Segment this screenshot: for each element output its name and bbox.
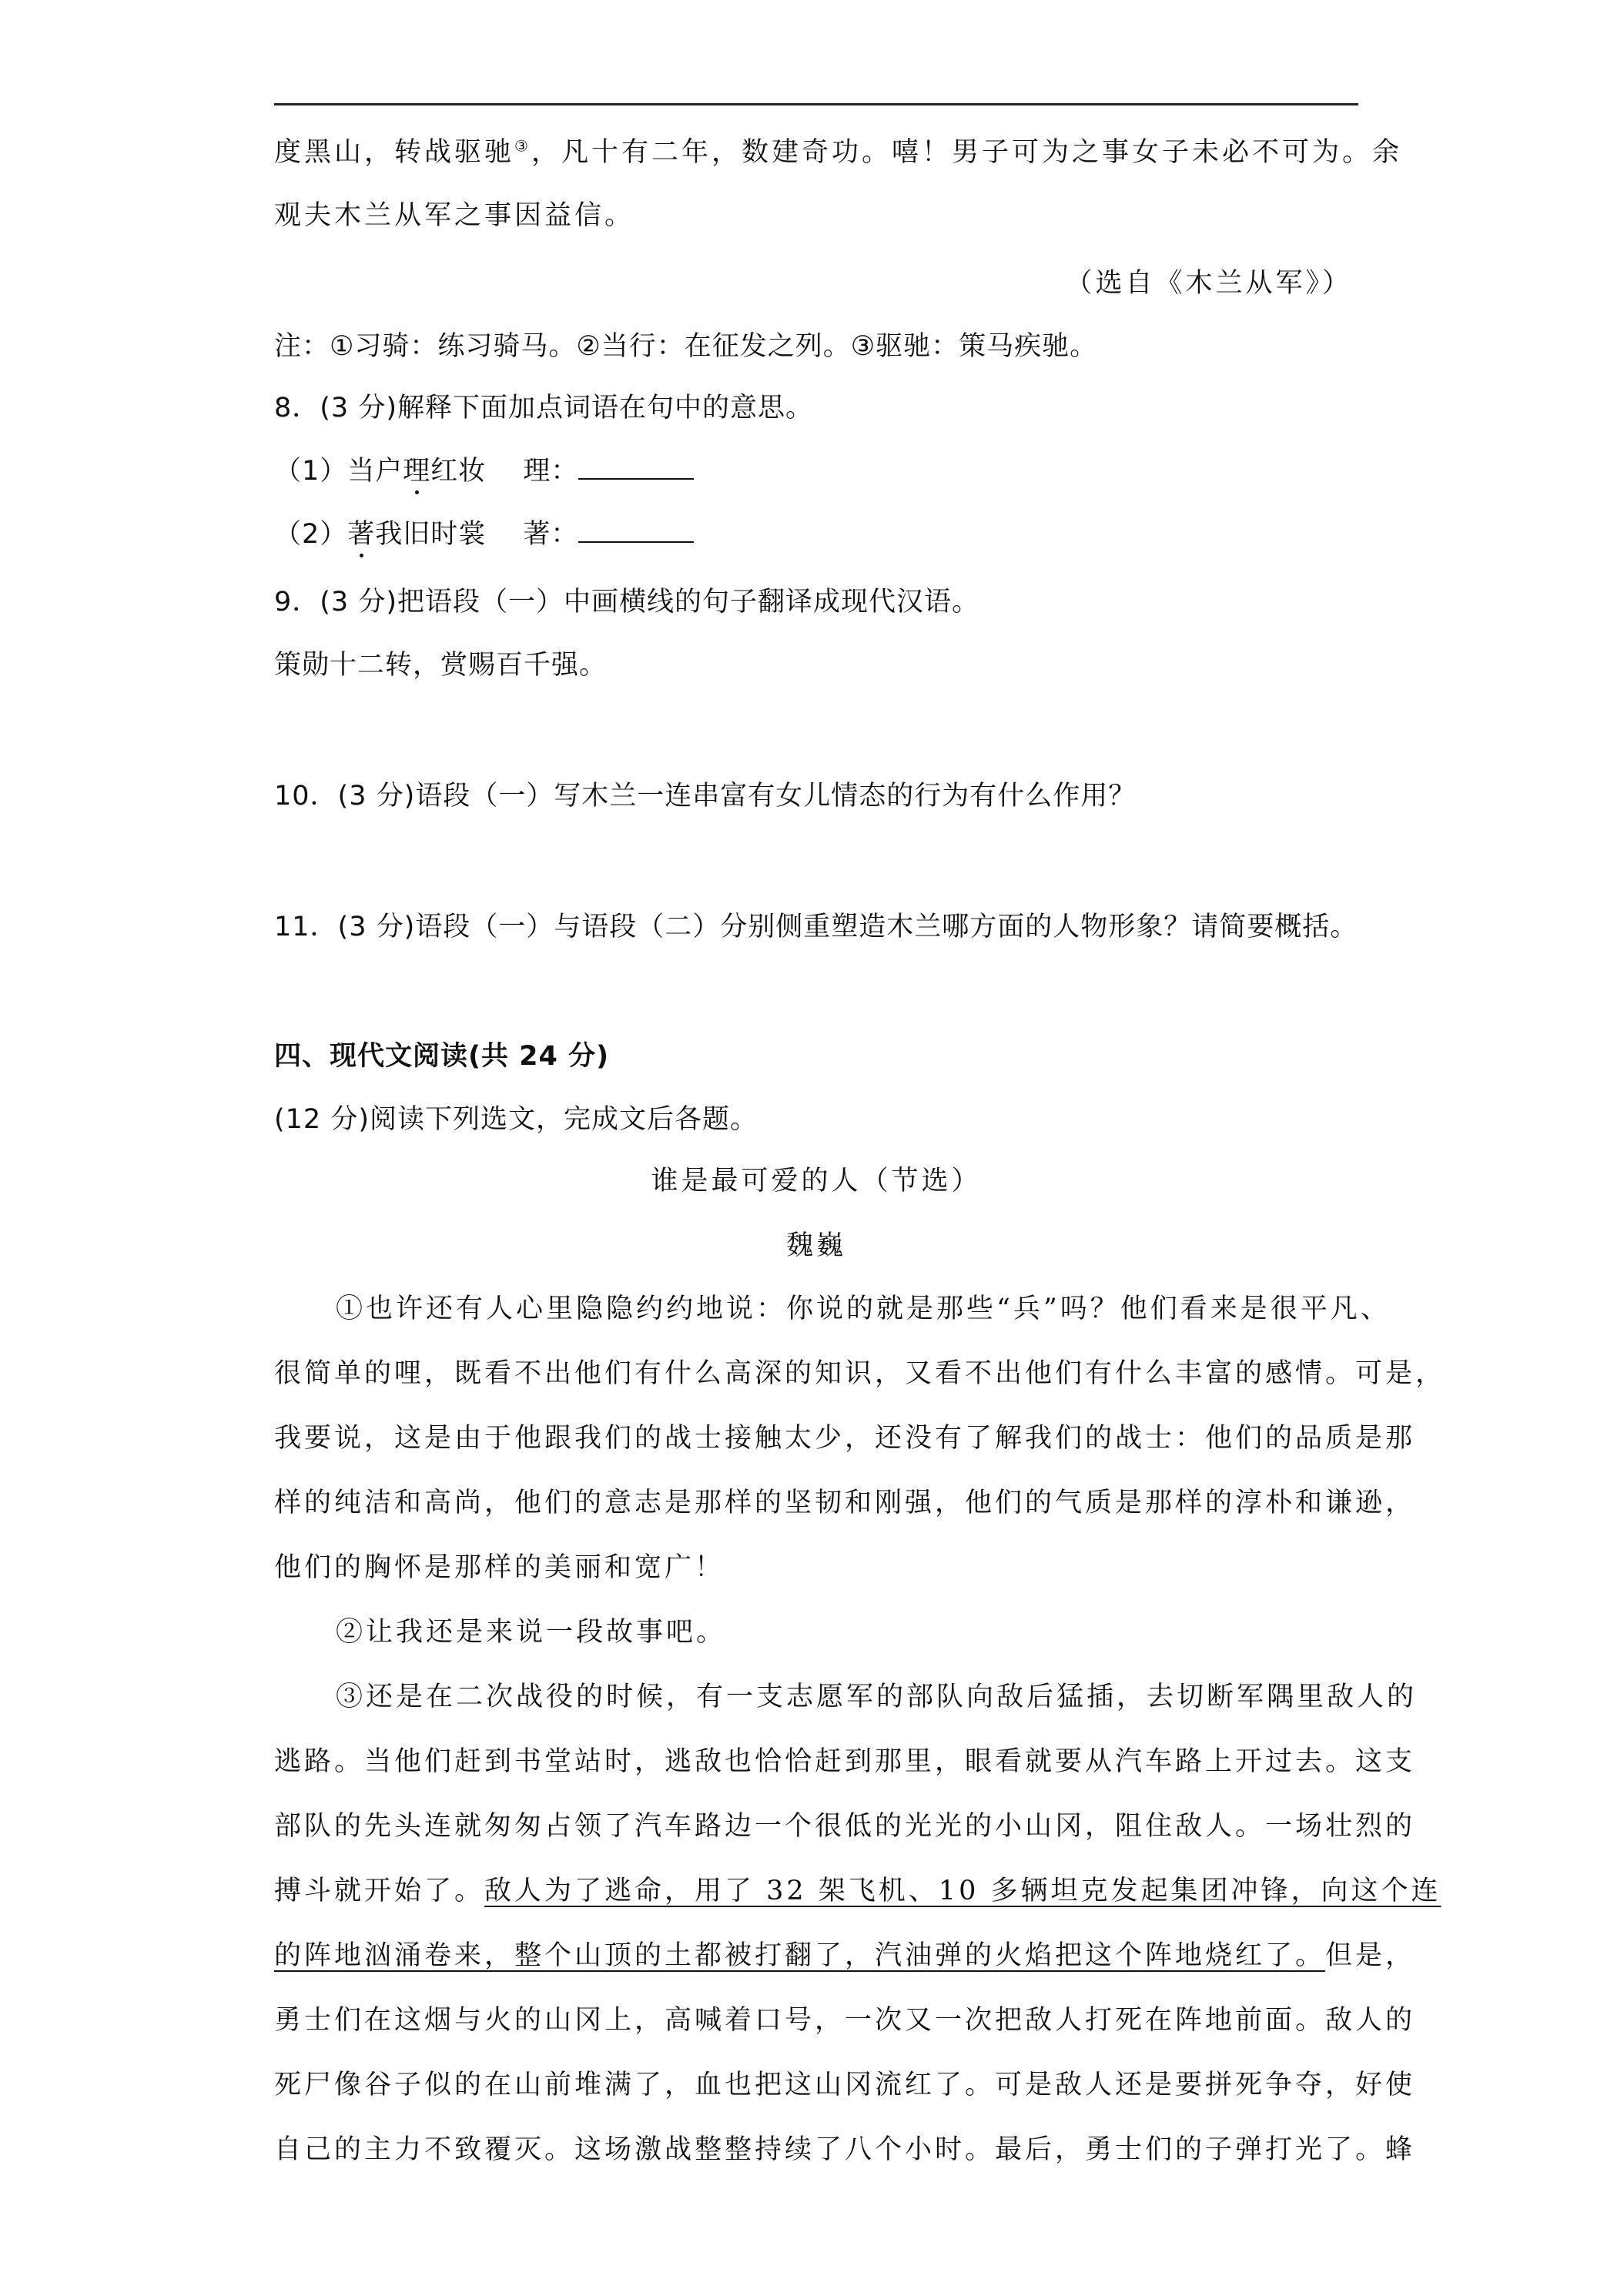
paragraph-line: 自己的主力不致覆灭。这场激战整整持续了八个小时。最后，勇士们的子弹打光了。蜂 — [274, 2134, 1416, 2165]
paragraph-line: 的阵地汹涌卷来，整个山顶的土都被打翻了，汽油弹的火焰把这个阵地烧红了。但是， — [274, 1940, 1416, 1971]
paragraph-line: ③还是在二次战役的时候，有一支志愿军的部队向敌后猛插，去切断军隅里敌人的 — [336, 1682, 1418, 1712]
passage-line: 度黑山，转战驱驰③，凡十有二年，数建奇功。嘻！男子可为之事女子未必不可为。余 — [274, 136, 1402, 168]
question-9-stem: 9．(3 分)把语段（一）中画横线的句子翻译成现代汉语。 — [274, 587, 979, 618]
article-title: 谁是最可爱的人（节选） — [651, 1166, 982, 1197]
passage-source: （选自《木兰从军》） — [1065, 268, 1352, 299]
question-10-stem: 10．(3 分)语段（一）写木兰一连串富有女儿情态的行为有什么作用？ — [274, 781, 1137, 812]
emphasis-dot-char: 著 — [347, 519, 376, 550]
header-rule — [274, 103, 1358, 105]
section-instruction: (12 分)阅读下列选文，完成文后各题。 — [274, 1104, 758, 1135]
emphasis-dot-char: 理 — [403, 456, 431, 487]
paragraph-line: 样的纯洁和高尚，他们的意志是那样的坚韧和刚强，他们的气质是那样的淳朴和谦逊， — [274, 1488, 1416, 1518]
article-author: 魏巍 — [785, 1230, 846, 1261]
question-8-item-2: （2）著我旧时裳 著： — [274, 517, 694, 551]
paragraph-line: 勇士们在这烟与火的山冈上，高喊着口号，一次又一次把敌人打死在阵地前面。敌人的 — [274, 2005, 1416, 2036]
passage-note: 注：①习骑：练习骑马。②当行：在征发之列。③驱驰：策马疾驰。 — [274, 331, 1098, 362]
underlined-sentence: 敌人为了逃命，用了 32 架飞机、10 多辆坦克发起集团冲锋，向这个连 — [484, 1876, 1442, 1906]
answer-blank[interactable] — [578, 455, 694, 480]
question-8-stem: 8．(3 分)解释下面加点词语在句中的意思。 — [274, 393, 813, 423]
paragraph-line: 部队的先头连就匆匆占领了汽车路边一个很低的光光的小山冈，阻住敌人。一场壮烈的 — [274, 1811, 1416, 1842]
paragraph-line: 他们的胸怀是那样的美丽和宽广！ — [274, 1552, 725, 1583]
paragraph-line: 逃路。当他们赶到书堂站时，逃敌也恰恰赶到那里，眼看就要从汽车路上开过去。这支 — [274, 1746, 1416, 1777]
paragraph-line: ②让我还是来说一段故事吧。 — [336, 1617, 727, 1648]
question-8-item-1: （1）当户理红妆 理： — [274, 454, 694, 488]
question-9-sentence: 策勋十二转，赏赐百千强。 — [274, 650, 608, 681]
underlined-sentence: 的阵地汹涌卷来，整个山顶的土都被打翻了，汽油弹的火焰把这个阵地烧红了。 — [274, 1940, 1326, 1971]
paragraph-line: ①也许还有人心里隐隐约约地说：你说的就是那些“兵”吗？他们看来是很平凡、 — [336, 1294, 1391, 1324]
paragraph-line: 我要说，这是由于他跟我们的战士接触太少，还没有了解我们的战士：他们的品质是那 — [274, 1423, 1416, 1454]
question-11-stem: 11．(3 分)语段（一）与语段（二）分别侧重塑造木兰哪方面的人物形象？请简要概括。 — [274, 912, 1358, 942]
paragraph-line: 死尸像谷子似的在山前堆满了，血也把这山冈流红了。可是敌人还是要拼死争夺，好使 — [274, 2070, 1416, 2100]
passage-line: 观夫木兰从军之事因益信。 — [274, 200, 635, 231]
answer-blank[interactable] — [578, 518, 694, 543]
paragraph-line: 很简单的哩，既看不出他们有什么高深的知识，又看不出他们有什么丰富的感情。可是， — [274, 1358, 1446, 1389]
paragraph-line: 搏斗就开始了。敌人为了逃命，用了 32 架飞机、10 多辆坦克发起集团冲锋，向这个连 — [274, 1876, 1442, 1906]
section-heading: 四、现代文阅读(共 24 分) — [274, 1041, 610, 1072]
